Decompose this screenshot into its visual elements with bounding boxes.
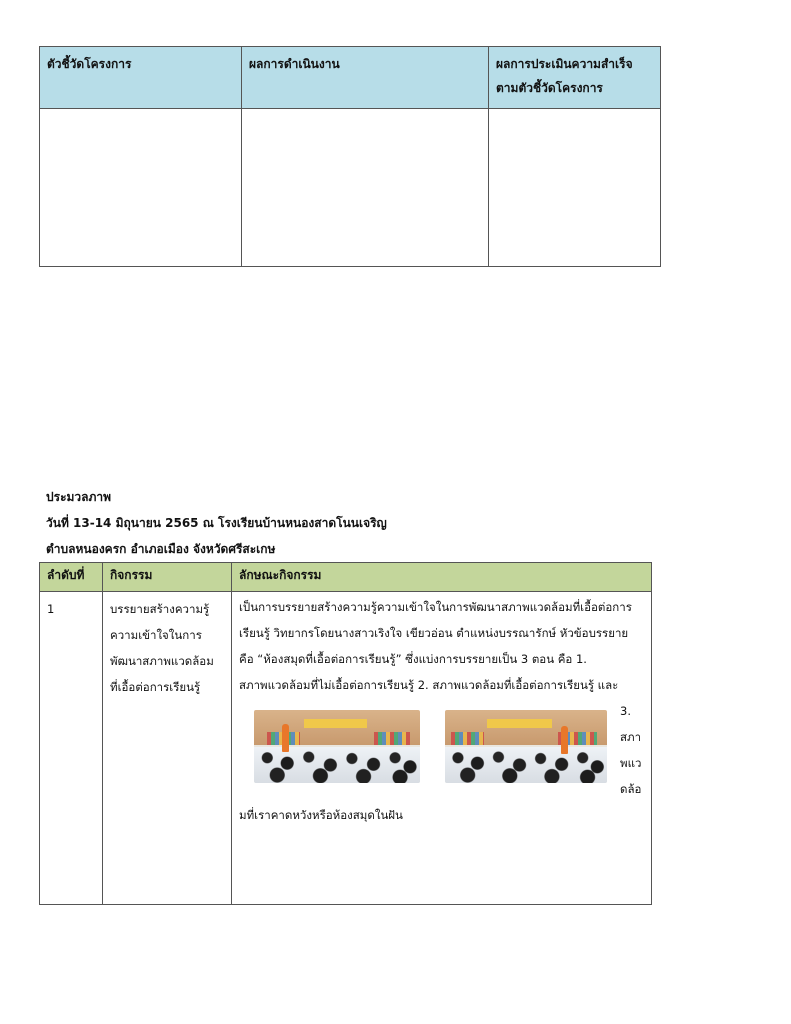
activity-line: บรรยายสร้างความรู้ xyxy=(110,602,210,616)
indicator-table-header xyxy=(40,47,661,109)
description-line: 3. xyxy=(620,704,631,718)
activity-table xyxy=(39,562,652,905)
table-cell xyxy=(40,109,242,267)
header-indicator: ตัวชี้วัดโครงการ xyxy=(40,47,242,109)
activity-cell xyxy=(103,592,232,905)
table-row xyxy=(40,109,661,267)
description-line: สภาพแวดล้อมที่ไม่เอื้อต่อการเรียนรู้ 2. สภาพแวดล้อมที่เอื้อต่อการเรียนรู้ และ xyxy=(239,678,619,692)
activity-table-header xyxy=(40,563,652,592)
table-row xyxy=(40,592,652,905)
header-evaluation-line1: ผลการประเมินความสำเร็จ xyxy=(496,57,633,71)
classroom-photo xyxy=(445,710,607,783)
location-line: ตำบลหนองครก อำเภอเมือง จังหวัดศรีสะเกษ xyxy=(46,542,276,556)
description-line: เป็นการบรรยายสร้างความรู้ความเข้าใจในการพัฒนาสภาพแวดล้อมที่เอื้อต่อการ xyxy=(239,600,632,614)
activity-line: ที่เอื้อต่อการเรียนรู้ xyxy=(110,680,201,694)
header-results: ผลการดำเนินงาน xyxy=(242,47,489,109)
activity-line: พัฒนาสภาพแวดล้อม xyxy=(110,654,214,668)
header-number: ลำดับที่ xyxy=(40,563,103,592)
header-evaluation-line2: ตามตัวชี้วัดโครงการ xyxy=(496,81,603,95)
description-line: มที่เราคาดหวังหรือห้องสมุดในฝัน xyxy=(239,808,403,822)
date-line: วันที่ 13-14 มิถุนายน 2565 ณ โรงเรียนบ้านหนองสาดโนนเจริญ xyxy=(46,516,387,530)
description-line: คือ “ห้องสมุดที่เอื้อต่อการเรียนรู้” ซึ่งแบ่งการบรรยายเป็น 3 ตอน คือ 1. xyxy=(239,652,587,666)
header-description: ลักษณะกิจกรรม xyxy=(232,563,652,592)
classroom-photo xyxy=(254,710,420,783)
indicator-table xyxy=(39,46,661,267)
table-cell xyxy=(242,109,489,267)
table-cell xyxy=(489,109,661,267)
activity-line: ความเข้าใจในการ xyxy=(110,628,202,642)
description-cell xyxy=(232,592,652,905)
description-line: ดล้อ xyxy=(620,782,642,796)
description-line: สภา xyxy=(620,730,642,744)
header-activity: กิจกรรม xyxy=(103,563,232,592)
description-line: เรียนรู้ วิทยากรโดยนางสาวเริงใจ เขียวอ่อน ตำแหน่งบรรณารักษ์ หัวข้อบรรยาย xyxy=(239,626,629,640)
description-line: พแว xyxy=(620,756,642,770)
section-title: ประมวลภาพ xyxy=(46,490,112,504)
header-evaluation xyxy=(489,47,661,109)
row-number: 1 xyxy=(40,592,103,905)
